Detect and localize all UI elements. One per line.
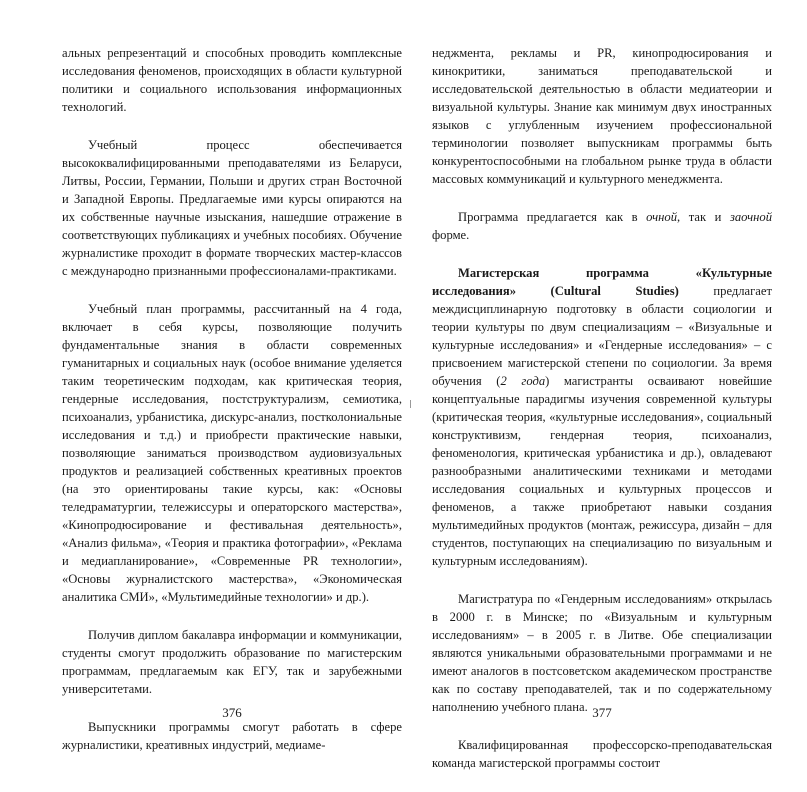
paragraph: [432, 208, 772, 244]
paragraph: альных репрезентаций и способных проводить комплексные исследования феноменов, происходящих в области культурной политики и социального использования информационных технологий.: [62, 46, 402, 114]
text-run: Программа предлагается как в: [458, 210, 647, 224]
paragraph: Магистратура по «Гендерным исследованиям» открылась в 2000 г. в Минске; по «Визуальным и культурным исследованиям» – в 2005 г. в Литве. Обе специализации являются уникальными образовательными программами и не имеют аналогов в постсоветском академическом пространстве как по составу преподавателей, так и по содержательному наполнению учебного плана.: [432, 592, 772, 714]
italic-text: очной: [646, 210, 677, 224]
text-run: , так и: [677, 210, 730, 224]
page-number: 376: [222, 705, 242, 720]
paragraph: Квалифицированная профессорско-преподавательская команда магистерской программы состоит: [432, 738, 772, 770]
paragraph: неджмента, рекламы и PR, кинопродюсирования и кинокритики, заниматься преподавательской и исследовательской деятельностью в области медиатеории и визуальной культуры. Знание как минимум двух иностранных языков с углубленным изучением профессиональной терминологии позволяет выпускникам программы быть конкурентоспособными на глобальном рынке труда в области массовых коммуникаций и культурного менеджмента.: [432, 46, 772, 186]
paragraph: Выпускники программы смогут работать в сфере журналистики, креативных индустрий, медиаме-: [62, 720, 402, 752]
right-text-column: [432, 44, 772, 792]
italic-text: заочной: [729, 210, 772, 224]
left-text-column: [62, 44, 402, 774]
page-number: 377: [592, 705, 612, 720]
gutter-mark: [410, 400, 411, 408]
text-run: форме.: [432, 228, 470, 242]
text-run: предлагает междисциплинарную подготовку в области социологии и теории культуры по двум специализациям – «Визуальные и культурные исследования» и «Гендерные исследования» – с присвоением магистерской степени по социологии. За время обучения (: [432, 284, 772, 388]
text-run: ) магистранты осваивают новейшие концептуальные парадигмы изучения современной культуры (критическая теория, «культурные исследования», социальный конструктивизм, гендерная теория, психоанализ, феноменология, критическая урбанистика и др.), овладевают разнообразными аналитическими техниками и методами исследования социальных и культурных процессов и феноменов, а также приобретают навыки создания мультимедийных продуктов (монтаж, режиссура, дизайн – для студентов, поступающих на специализацию по визуальным и культурным исследованиям).: [432, 374, 773, 568]
right-page: [432, 0, 773, 770]
paragraph: [432, 264, 772, 570]
paragraph: Учебный процесс обеспечивается высококвалифицированными преподавателями из Беларуси, Литвы, России, Германии, Польши и других стран Восточной и Западной Европы. Предлагаемые ими курсы опираются на их собственные научные изыскания, нашедшие отражение в соответствующих публикациях и учебных пособиях. Обучение журналистике проходит в формате творческих мастер-классов с международно признанными профессионалами-практиками.: [62, 138, 402, 278]
paragraph: Учебный план программы, рассчитанный на 4 года, включает в себя курсы, позволяющие получить фундаментальные знания в области современных гуманитарных и социальных наук (особое внимание уделяется таким теоретическим подходам, как критическая теория, гендерные исследования, постструктурализм, семиотика, психоанализ, урбанистика, дискурс-анализ, постколониальные исследования и т.д.) и приобрести практические навыки, позволяющие заниматься производством аудиовизуальных продуктов и реализацией собственных креативных проектов (на это ориентированы такие курсы, как: «Основы теледраматургии, тележиссуры и операторского мастерства», «Кинопродюсирование и фестивальная деятельность», «Анализ фильма», «Теория и практика фотографии», «Реклама и медиапланирование», «Современные PR технологии», «Основы журналистского мастерства», «Экономическая аналитика СМИ», «Мультимедийные технологии» и др.).: [62, 302, 402, 604]
left-page: [62, 0, 402, 757]
italic-text: 2 года: [500, 374, 546, 388]
paragraph: Получив диплом бакалавра информации и коммуникации, студенты смогут продолжить образование по магистерским программам, предлагаемым как ЕГУ, так и зарубежными университетами.: [62, 628, 402, 696]
program-title: Магистерская программа «Культурные исследования» (Cultural Studies): [432, 266, 772, 298]
